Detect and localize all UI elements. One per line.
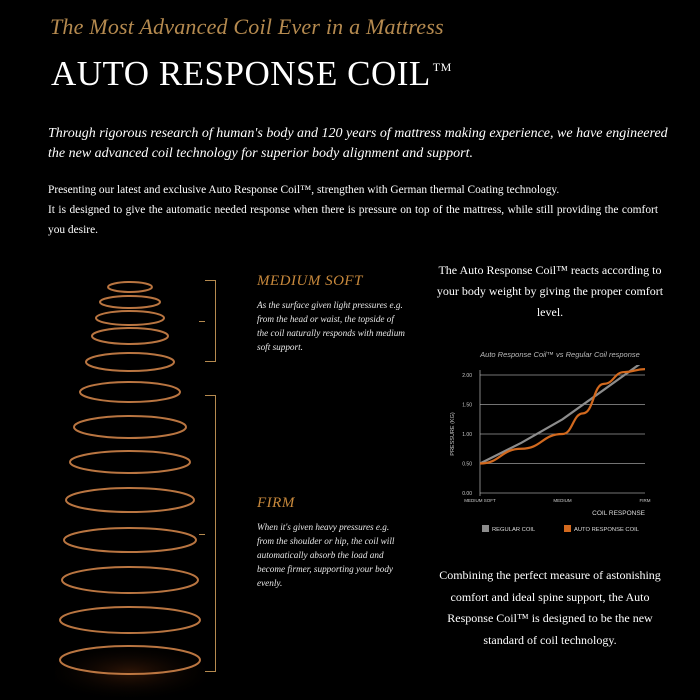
medium-soft-desc: As the surface given light pressures e.g. from the head or waist, the topside of the coil naturally responds with medium soft support. <box>257 300 405 352</box>
legend-label: AUTO RESPONSE COIL <box>574 527 639 533</box>
coil-turn <box>108 282 152 292</box>
coil-turn <box>62 567 198 593</box>
coil-turn <box>66 488 194 512</box>
y-tick-label: 1.50 <box>462 402 472 409</box>
y-axis-label: PRESSURE (KG) <box>450 412 456 456</box>
body-paragraph-2: It is designed to give the automatic needed response when there is pressure on top of the mattress, while still providing the comfort you desire. <box>48 204 658 236</box>
body-text <box>48 180 658 240</box>
body-paragraph-1: Presenting our latest and exclusive Auto Response Coil™, strengthen with German thermal Coating technology. <box>48 184 560 196</box>
firm-title: FIRM <box>257 495 295 511</box>
coil-turn <box>70 451 190 473</box>
series-line-regular <box>480 360 645 463</box>
intro-text: Through rigorous research of human's body and 120 years of mattress making experience, we have engineered the new advanced coil technology for superior body alignment and support. <box>48 126 668 161</box>
page-title <box>51 54 452 94</box>
y-tick-label: 0.00 <box>462 491 472 497</box>
chart-title: Auto Response Coil™ vs Regular Coil response <box>480 350 640 359</box>
coil-turn <box>86 353 174 371</box>
y-tick-label: 1.00 <box>462 432 472 438</box>
firm-desc: When it's given heavy pressures e.g. from the shoulder or hip, the coil will automatically absorb the load and become firmer, supporting your body evenly. <box>257 522 395 588</box>
y-tick-label: 0.50 <box>462 461 472 468</box>
x-tick-label: MEDIUM <box>553 498 572 503</box>
legend-swatch <box>482 525 489 532</box>
x-tick-label: MEDIUM SOFT <box>464 498 496 503</box>
coil-turn <box>60 607 200 633</box>
y-tick-label: 2.00 <box>462 373 472 379</box>
coil-turn <box>96 311 164 325</box>
coil-turn <box>74 416 186 438</box>
legend-swatch <box>564 525 571 532</box>
coil-turn <box>80 382 180 402</box>
legend-label: REGULAR COIL <box>492 527 536 533</box>
trademark: TM <box>432 60 452 74</box>
combine-text: Combining the perfect measure of astonishing comfort and ideal spine support, the Auto Response Coil™ is designed to be the new standard of coil technology. <box>439 568 661 647</box>
coil-turn <box>100 296 160 308</box>
series-line-auto <box>480 369 645 463</box>
response-chart <box>440 345 685 545</box>
chart-svg <box>440 345 685 545</box>
x-tick-label: FIRM <box>639 498 651 503</box>
coil-illustration <box>55 262 205 697</box>
react-text: The Auto Response Coil™ reacts according to your body weight by giving the proper comfort level. <box>436 263 664 319</box>
medium-soft-title: MEDIUM SOFT <box>257 273 363 289</box>
tagline: The Most Advanced Coil Ever in a Mattress <box>50 14 444 39</box>
firm-bracket <box>205 395 216 672</box>
title-text: AUTO RESPONSE COIL <box>51 54 431 93</box>
coil-turn <box>64 528 196 552</box>
medium-soft-bracket <box>205 280 216 362</box>
coil-turn <box>92 328 168 344</box>
x-axis-label: COIL RESPONSE <box>592 510 645 517</box>
